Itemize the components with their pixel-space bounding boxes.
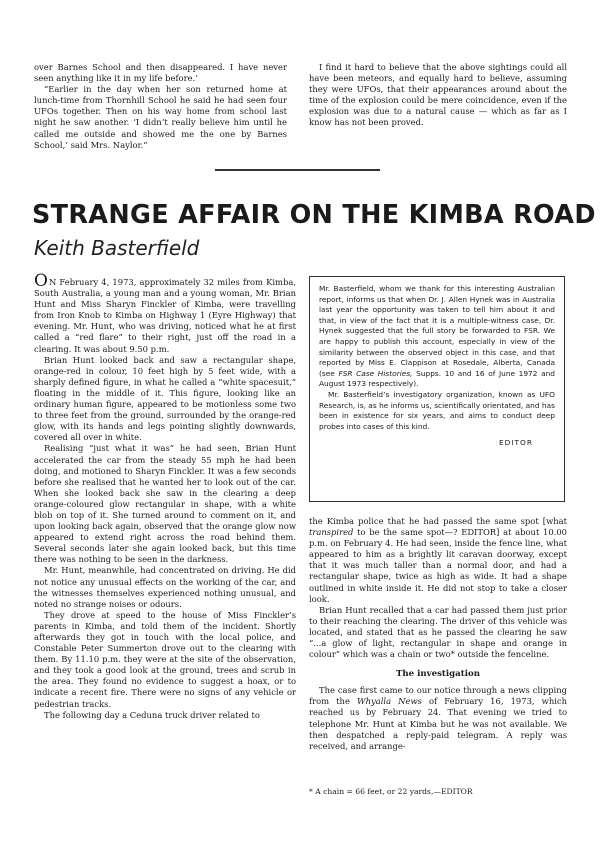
- body-paragraph: Brian Hunt looked back and saw a rectangular shape, orange-red in colour, 10 feet high by 5 feet wide, with a sharply defined figure, in what he called a “white spacesuit,” floating in the middle of it. This figure, looking like an ordinary human figure, appeared to be motionless some two to three feet from the ground, surrounded by the orange-red glow, with its hands and legs pointing slightly downwards, covered all over in white.: [34, 354, 296, 443]
- editor-note-paragraph: Mr. Basterfield’s investigatory organization, known as UFO Research, is, as he informs us, scientifically orientated, and has been in existence for six years, and aims to conduct deep probes into cases of this kind.: [319, 389, 555, 431]
- article-author: Keith Basterfield: [34, 236, 200, 260]
- body-paragraph: They drove at speed to the house of Miss Finckler’s parents in Kimba, and told them of the incident. Shortly afterwards they got in touch with the local police, and Constable Peter Summerton drove out to the clearing with them. By 11.10 p.m. they were at the site of the observation, and they took a good look at the ground, trees and scrub in the area. They found no evidence to suggest a hoax, or to indicate a recent fire. There were no signs of any vehicle or pedestrian tracks.: [34, 609, 296, 709]
- top-left-continuation: [34, 62, 287, 151]
- editor-note-box: [309, 276, 565, 502]
- footnote: * A chain = 66 feet, or 22 yards,—EDITOR: [309, 787, 473, 796]
- body-paragraph: the Kimba police that he had passed the same spot [what transpired to be the same spot—? EDITOR] at about 10.00 p.m. on February 4. He had seen, inside the fence line, what appeared to him as a brightly lit caravan doorway, except that it was much taller than a normal door, and had a rectangular shape, twice as high as wide. It had a shape outlined in white inside it. He did not stop to take a closer look.: [309, 516, 567, 604]
- article-right-column: [309, 516, 567, 752]
- body-paragraph: Realising “just what it was” he had seen, Brian Hunt accelerated the car from the steady 55 mph he had been doing, and motioned to Sharyn Finckler. It was a few seconds before she realised that he wanted her to look out of the car. When she looked back she saw in the clearing a deep orange-coloured glow rectangular in shape, with a white blob on top of it. She turned around to comment on it, and upon looking back again, observed that the orange glow now appeared to extend right across the road behind them. Several seconds later she again looked back, but this time there was nothing to be seen in the darkness.: [34, 443, 296, 565]
- section-subheading: The investigation: [396, 669, 480, 680]
- body-paragraph: Mr. Hunt, meanwhile, had concentrated on driving. He did not notice any unusual effects on the working of the car, and the witnesses themselves experienced nothing unusual, and noted no strange noises or odours.: [34, 565, 296, 609]
- editor-note-paragraph: Mr. Basterfield, whom we thank for this interesting Australian report, informs us that when Dr. J. Allen Hynek was in Australia last year the opportunity was taken to tell him about it and that, in view of the fact that it is a multiple-witness case, Dr. Hynek suggested that the full story be forwarded to FSR. We are happy to publish this account, especially in view of the similarity between the observed object in this case, and that reported by Miss E. Clappison at Rosedale, Alberta, Canada (see FSR Case Histories, Supps. 10 and 16 of June 1972 and August 1973 respectively).: [319, 284, 555, 389]
- section-divider: [215, 169, 380, 171]
- body-paragraph: Brian Hunt recalled that a car had passed them just prior to their reaching the clearing. The driver of this vehicle was located, and stated that as he passed the clearing he saw “...a glow of light, rectangular in shape and orange in colour” which was a chain or two* outside the fenceline.: [309, 604, 567, 660]
- body-paragraph: The case first came to our notice through a news clipping from the Whyalla News of February 16, 1973, which reached us by February 24. That evening we tried to telephone Mr. Hunt at Kimba but he was not available. We then despatched a reply-paid telegram. A reply was received, and arrange-: [309, 685, 567, 751]
- drop-cap: O: [34, 271, 48, 291]
- body-paragraph: “Earlier in the day when her son returned home at lunch-time from Thornhill School he said he had seen four UFOs together. Then on his way home from school last night he saw another. ‘I didn’t really believe him until he called me outside and showed me the one by Barnes School,’ said Mrs. Naylor.”: [34, 84, 287, 150]
- article-title: STRANGE AFFAIR ON THE KIMBA ROAD: [32, 200, 596, 230]
- body-paragraph: over Barnes School and then disappeared. I have never seen anything like it in my life before.’: [34, 62, 287, 84]
- body-paragraph: The following day a Ceduna truck driver related to: [44, 709, 260, 720]
- opening-paragraph: ON February 4, 1973, approximately 32 miles from Kimba, South Australia, a young man and a young woman, Mr. Brian Hunt and Miss Sharyn Finckler of Kimba, were travelling from Iron Knob to Kimba on Highway 1 (Eyre Highway) that evening. Mr. Hunt, who was driving, noticed what he at first called a “red flare” to their right, just off the road in a clearing. It was about 9.50 p.m.: [34, 271, 296, 354]
- editor-signature: EDITOR: [498, 438, 533, 448]
- article-left-column: [34, 271, 296, 721]
- top-right-continuation: [309, 62, 567, 129]
- body-paragraph: I find it hard to believe that the above sightings could all have been meteors, and equally hard to believe, assuming they were UFOs, that their appearances around about the time of the explosion could be mere coincidence, even if the explosion was due to a natural cause — which as far as I know has not been proved.: [309, 62, 567, 128]
